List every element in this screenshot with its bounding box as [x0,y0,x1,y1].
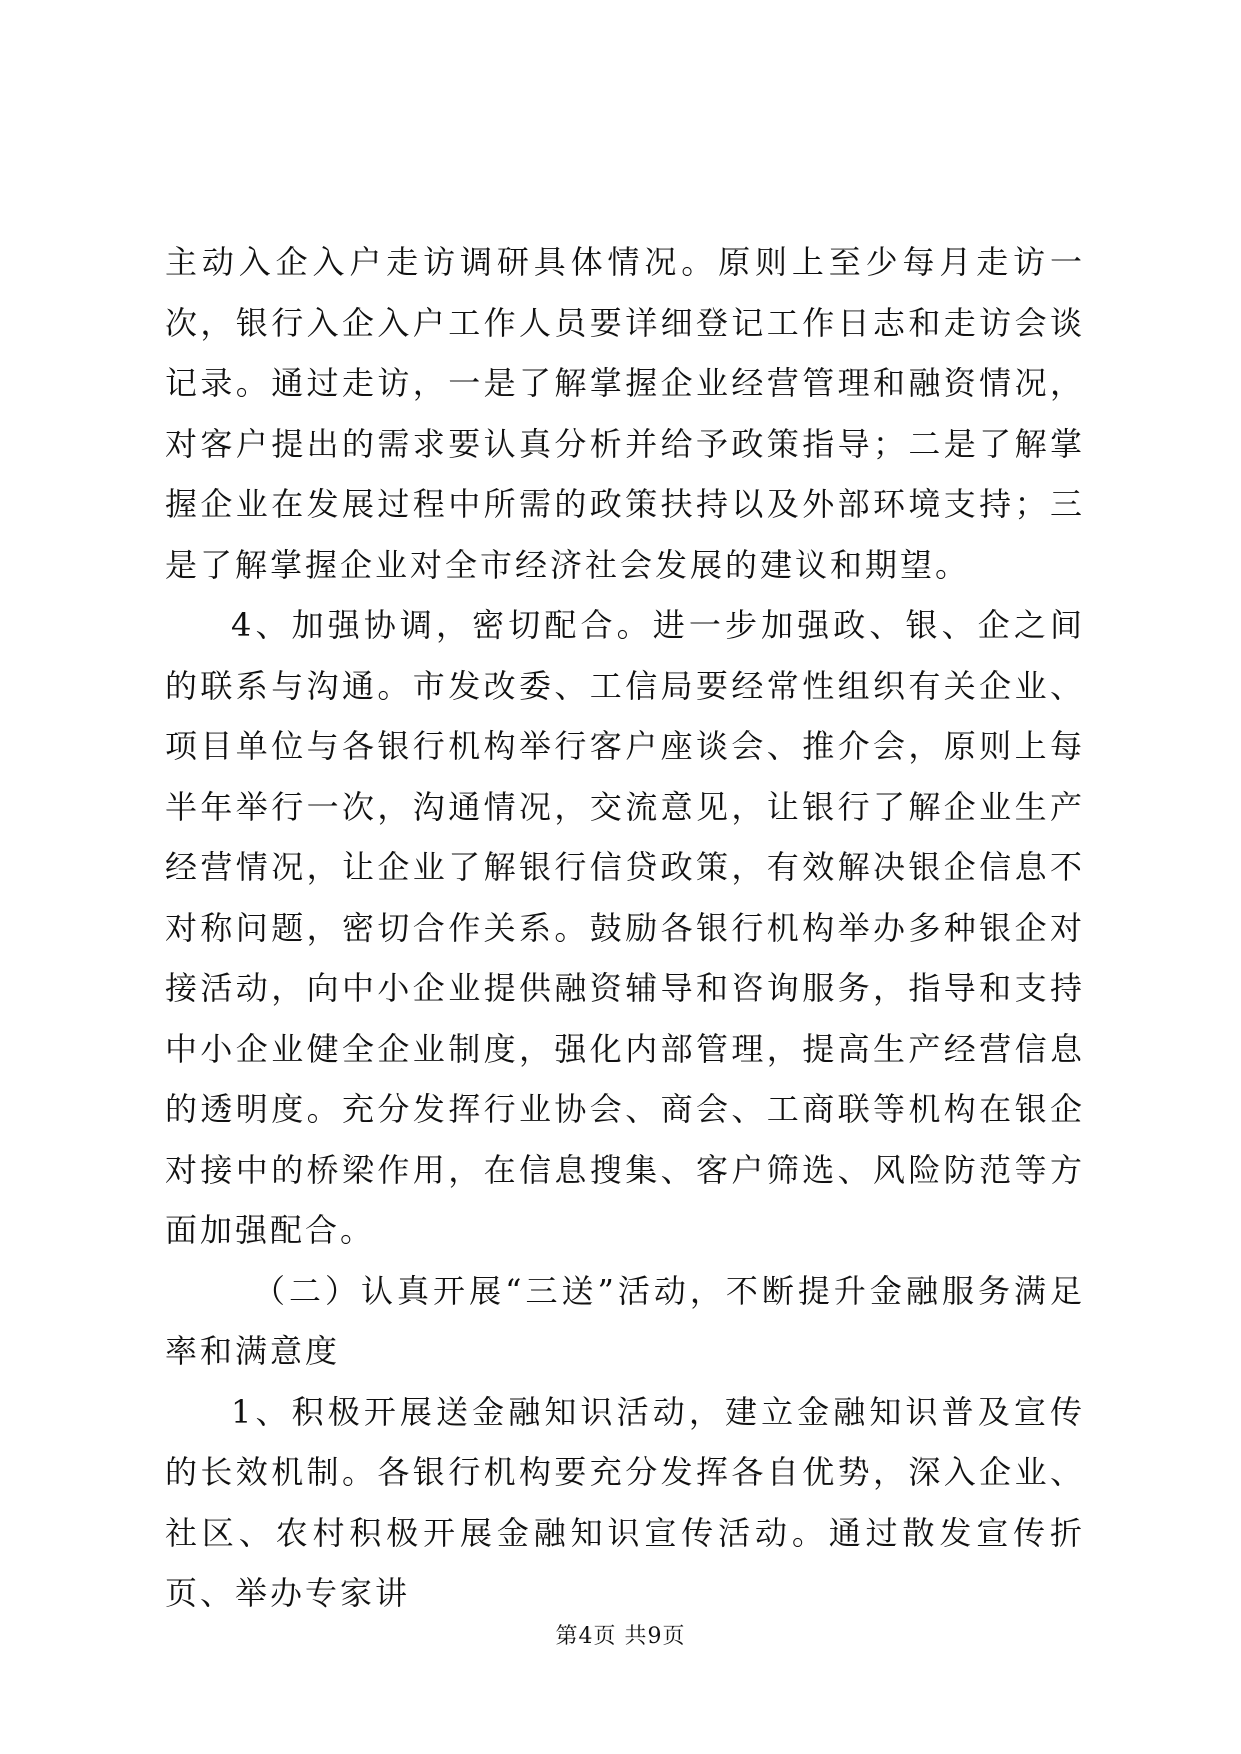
body-text [165,232,1085,1624]
paragraph-financial-knowledge: 1、积极开展送金融知识活动，建立金融知识普及宣传的长效机制。各银行机构要充分发挥各自优势，深入企业、社区、农村积极开展金融知识宣传活动。通过散发宣传折页、举办专家讲 [165,1392,1085,1612]
page-footer: 第4页 共9页 [555,1624,686,1649]
paragraph-continued: 主动入企入户走访调研具体情况。原则上至少每月走访一次，银行入企入户工作人员要详细登记工作日志和走访会谈记录。通过走访，一是了解掌握企业经营管理和融资情况，对客户提出的需求要认真分析并给予政策指导；二是了解掌握企业在发展过程中所需的政策扶持以及外部环境支持；三是了解掌握企业对全市经济社会发展的建议和期望。 [165,243,1085,584]
section-heading: （二）认真开展“三送”活动，不断提升金融服务满足率和满意度 [165,1271,1085,1370]
paragraph-coordination: 4、加强协调，密切配合。进一步加强政、银、企之间的联系与沟通。市发改委、工信局要经常性组织有关企业、项目单位与各银行机构举行客户座谈会、推介会，原则上每半年举行一次，沟通情况，交流意见，让银行了解企业生产经营情况，让企业了解银行信贷政策，有效解决银企信息不对称问题，密切合作关系。鼓励各银行机构举办多种银企对接活动，向中小企业提供融资辅导和咨询服务，指导和支持中小企业健全企业制度，强化内部管理，提高生产经营信息的透明度。充分发挥行业协会、商会、工商联等机构在银企对接中的桥梁作用，在信息搜集、客户筛选、风险防范等方面加强配合。 [165,606,1085,1249]
